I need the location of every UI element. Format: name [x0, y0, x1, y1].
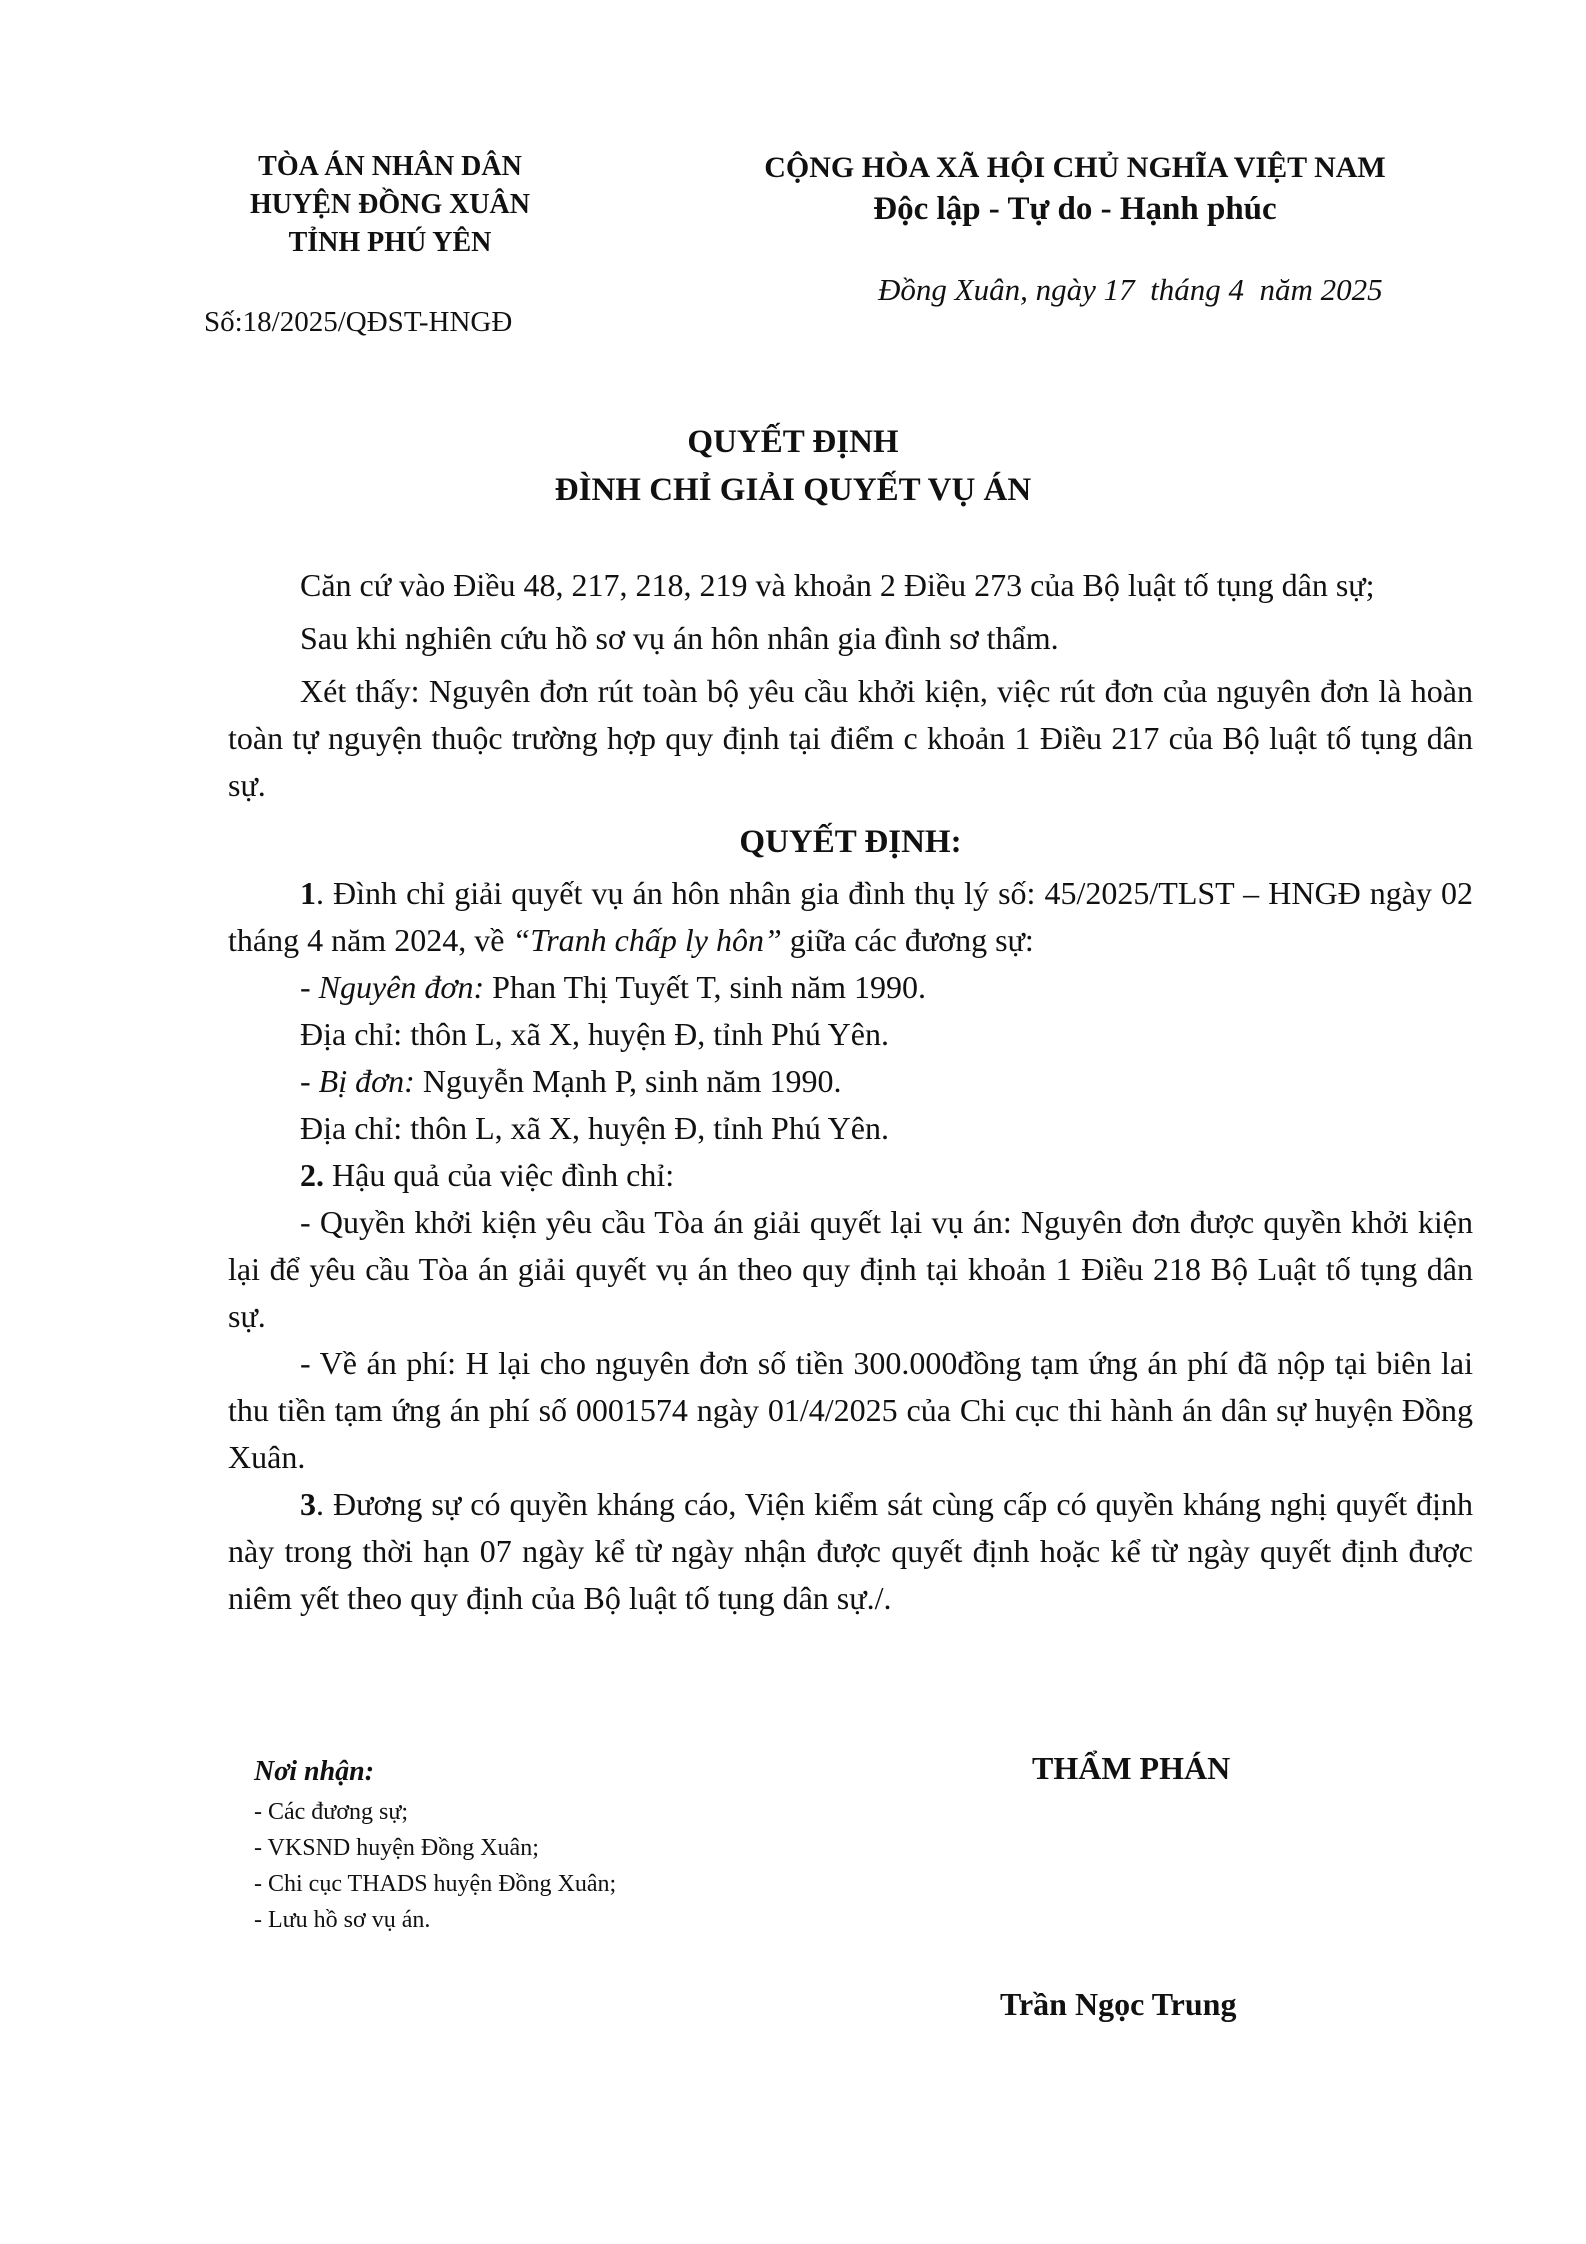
- title-line1: QUYẾT ĐỊNH: [687, 424, 899, 460]
- title-line2: ĐÌNH CHỈ GIẢI QUYẾT VỤ ÁN: [554, 472, 1032, 508]
- court-name-line3: TỈNH PHÚ YÊN: [288, 227, 492, 258]
- item-1-text-a: . Đình chỉ giải quyết vụ án hôn nhân gia đình thụ lý số: 45/2025/TLST – HNGĐ ngày 02 tháng 4 năm 2024, về: [228, 875, 1473, 958]
- recipient-item: - Lưu hồ sơ vụ án.: [254, 1907, 431, 1933]
- recipients-title: Nơi nhận:: [254, 1756, 375, 1787]
- item-2-text: Hậu quả của việc đình chỉ:: [324, 1157, 675, 1193]
- place-date: Đồng Xuân, ngày 17 tháng 4 năm 2025: [878, 272, 1383, 307]
- court-fee-paragraph: - Về án phí: H lại cho nguyên đơn số tiền 300.000đồng tạm ứng án phí đã nộp tại biên lai thu tiền tạm ứng án phí số 0001574 ngày 01/4/2025 của Chi cục thi hành án dân sự huyện Đồng Xuân.: [228, 1345, 1473, 1475]
- document-title: [0, 418, 1586, 514]
- defendant-address: Địa chỉ: thôn L, xã X, huyện Đ, tỉnh Phú Yên.: [300, 1110, 889, 1146]
- decision-heading: QUYẾT ĐỊNH:: [739, 824, 962, 860]
- study-paragraph: Sau khi nghiên cứu hồ sơ vụ án hôn nhân gia đình sơ thẩm.: [300, 620, 1059, 656]
- item-3-number: 3: [300, 1486, 316, 1522]
- judge-title: THẨM PHÁN: [1032, 1750, 1231, 1786]
- plaintiff-value: Phan Thị Tuyết T, sinh năm 1990.: [484, 969, 926, 1005]
- court-name-line1: TÒA ÁN NHÂN DÂN: [258, 151, 522, 182]
- consideration-paragraph: Xét thấy: Nguyên đơn rút toàn bộ yêu cầu khởi kiện, việc rút đơn của nguyên đơn là hoàn toàn tự nguyện thuộc trường hợp quy định tại điểm c khoản 1 Điều 217 của Bộ luật tố tụng dân sự.: [228, 673, 1473, 803]
- document-number: Số:18/2025/QĐST-HNGĐ: [204, 306, 513, 338]
- right-to-sue-paragraph: - Quyền khởi kiện yêu cầu Tòa án giải quyết lại vụ án: Nguyên đơn được quyền khởi kiện lại để yêu cầu Tòa án giải quyết vụ án theo quy định tại khoản 1 Điều 218 Bộ Luật tố tụng dân sự.: [228, 1204, 1473, 1334]
- defendant-value: Nguyễn Mạnh P, sinh năm 1990.: [414, 1063, 842, 1099]
- plaintiff-address: Địa chỉ: thôn L, xã X, huyện Đ, tỉnh Phú Yên.: [300, 1016, 889, 1052]
- plaintiff-line: [228, 964, 1473, 1011]
- item-2-number: 2.: [300, 1157, 324, 1193]
- court-name-line2: HUYỆN ĐỒNG XUÂN: [250, 189, 530, 220]
- defendant-label: - Bị đơn:: [300, 1063, 415, 1099]
- recipient-item: - Các đương sự;: [254, 1799, 409, 1825]
- document-body: [228, 562, 1473, 1622]
- recipient-item: - Chi cục THADS huyện Đồng Xuân;: [254, 1871, 617, 1897]
- decision-item-1: [228, 870, 1473, 964]
- court-header: [200, 148, 580, 262]
- decision-item-3: [228, 1481, 1473, 1622]
- legal-basis-paragraph: Căn cứ vào Điều 48, 217, 218, 219 và khoản 2 Điều 273 của Bộ luật tố tụng dân sự;: [300, 567, 1375, 603]
- item-3-text: . Đương sự có quyền kháng cáo, Viện kiểm sát cùng cấp có quyền kháng nghị quyết định này trong thời hạn 07 ngày kể từ ngày nhận được quyết định hoặc kể từ ngày quyết định được niêm yết theo quy định của Bộ luật tố tụng dân sự./.: [228, 1486, 1473, 1616]
- national-motto: Độc lập - Tự do - Hạnh phúc: [873, 191, 1277, 227]
- plaintiff-label: - Nguyên đơn:: [300, 969, 485, 1005]
- national-name: CỘNG HÒA XÃ HỘI CHỦ NGHĨA VIỆT NAM: [764, 151, 1386, 184]
- national-header: [730, 148, 1420, 230]
- judge-name: Trần Ngọc Trung: [1000, 1986, 1237, 2022]
- item-1-text-b: giữa các đương sự:: [781, 922, 1034, 958]
- decision-item-2: [228, 1152, 1473, 1199]
- recipients-block: [254, 1752, 616, 1938]
- case-name: “Tranh chấp ly hôn”: [512, 922, 782, 958]
- recipient-item: - VKSND huyện Đồng Xuân;: [254, 1835, 539, 1861]
- defendant-line: [228, 1058, 1473, 1105]
- item-1-number: 1: [300, 875, 316, 911]
